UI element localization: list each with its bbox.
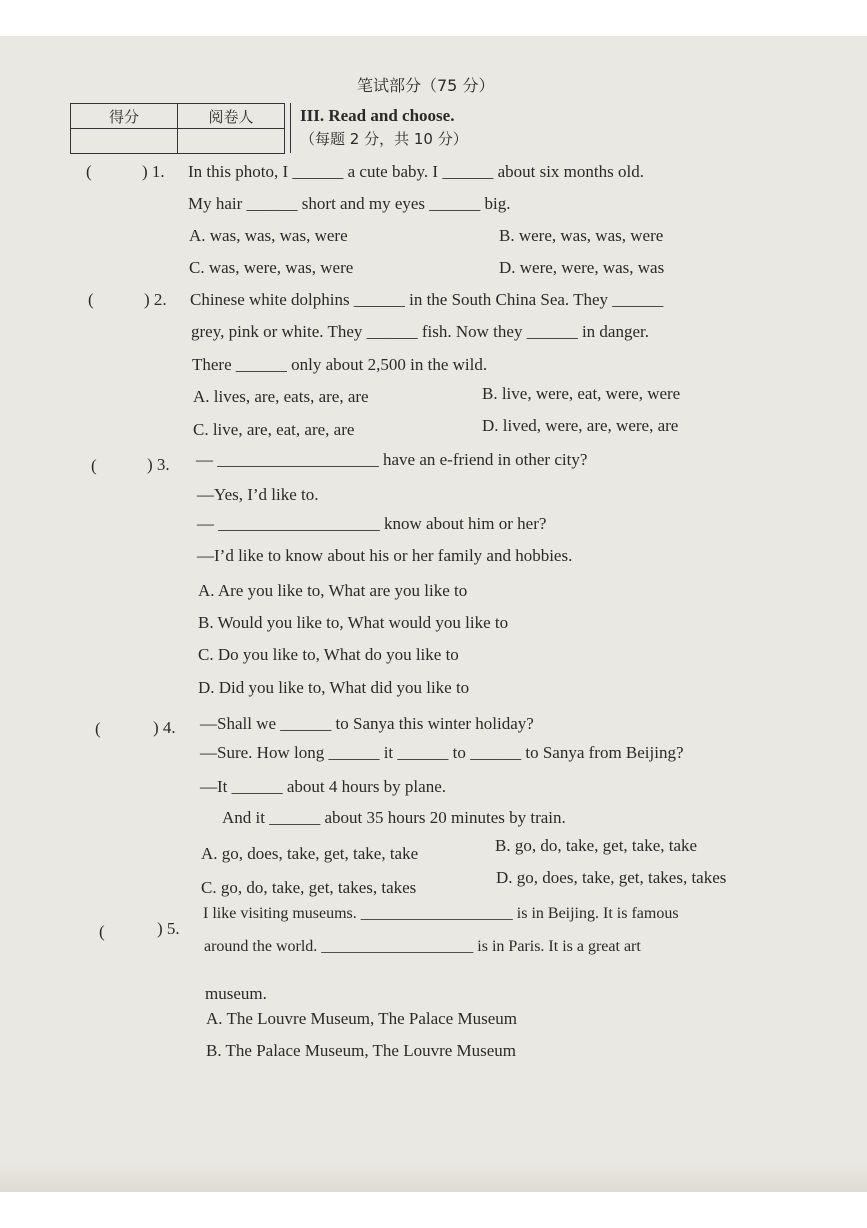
- question-text: There ______ only about 2,500 in the wild.: [192, 355, 488, 374]
- question-number: ) 4.: [153, 718, 176, 737]
- option-a: A. The Louvre Museum, The Palace Museum: [206, 1009, 517, 1028]
- option-d: D. go, does, take, get, takes, takes: [496, 868, 727, 887]
- paper-edge: [0, 1160, 867, 1192]
- part-note: （每题 2 分，共 10 分）: [300, 130, 468, 148]
- option-c: C. live, are, eat, are, are: [193, 420, 355, 439]
- question-text: My hair ______ short and my eyes ______ big.: [188, 194, 511, 213]
- question-number: ) 3.: [147, 455, 170, 474]
- option-a: A. lives, are, eats, are, are: [193, 387, 369, 406]
- option-b: B. go, do, take, get, take, take: [495, 836, 698, 855]
- divider: [290, 103, 291, 153]
- option-d: D. Did you like to, What did you like to: [198, 678, 470, 697]
- question-text: I like visiting museums. ___________________ is in Beijing. It is famous: [203, 905, 679, 922]
- option-c: C. was, were, was, were: [189, 258, 354, 277]
- option-d: D. lived, were, are, were, are: [482, 416, 679, 435]
- option-b: B. The Palace Museum, The Louvre Museum: [206, 1041, 517, 1060]
- option-a: A. was, was, was, were: [189, 226, 348, 245]
- question-text: museum.: [205, 984, 267, 1003]
- question-number: ) 5.: [157, 919, 180, 938]
- part-title: III. Read and choose.: [300, 106, 455, 125]
- question-number: ) 1.: [142, 162, 165, 181]
- option-b: B. live, were, eat, were, were: [482, 384, 681, 403]
- option-a: A. go, does, take, get, take, take: [201, 844, 419, 863]
- option-a: A. Are you like to, What are you like to: [198, 581, 468, 600]
- option-c: C. Do you like to, What do you like to: [198, 645, 459, 664]
- option-b: B. were, was, was, were: [499, 226, 664, 245]
- answer-paren: (: [99, 922, 105, 941]
- score-cell: [71, 129, 178, 154]
- question-text: Chinese white dolphins ______ in the South China Sea. They ______: [190, 290, 664, 309]
- option-d: D. were, were, was, was: [499, 258, 665, 277]
- grader-cell: [178, 129, 285, 154]
- question-text: —It ______ about 4 hours by plane.: [200, 777, 446, 796]
- answer-paren: (: [86, 162, 92, 181]
- question-text: — ___________________ know about him or her?: [197, 514, 547, 533]
- grader-label: 阅卷人: [178, 104, 285, 129]
- question-text: And it ______ about 35 hours 20 minutes by train.: [222, 808, 566, 827]
- option-c: C. go, do, take, get, takes, takes: [201, 878, 417, 897]
- question-text: — ___________________ have an e-friend in other city?: [196, 450, 588, 469]
- score-box: [70, 103, 285, 154]
- question-text: grey, pink or white. They ______ fish. Now they ______ in danger.: [191, 322, 649, 341]
- question-text: —I’d like to know about his or her family and hobbies.: [197, 546, 573, 565]
- question-text: —Yes, I’d like to.: [197, 485, 319, 504]
- question-number: ) 2.: [144, 290, 167, 309]
- answer-paren: (: [95, 719, 101, 738]
- score-label: 得分: [71, 104, 178, 129]
- answer-paren: (: [88, 290, 94, 309]
- option-b: B. Would you like to, What would you like to: [198, 613, 509, 632]
- question-text: —Shall we ______ to Sanya this winter holiday?: [200, 714, 534, 733]
- question-text: —Sure. How long ______ it ______ to ______ to Sanya from Beijing?: [200, 743, 684, 762]
- question-text: In this photo, I ______ a cute baby. I ______ about six months old.: [188, 162, 644, 181]
- section-heading: 笔试部分（75 分）: [357, 76, 495, 95]
- question-text: around the world. ___________________ is in Paris. It is a great art: [204, 938, 641, 955]
- answer-paren: (: [91, 456, 97, 475]
